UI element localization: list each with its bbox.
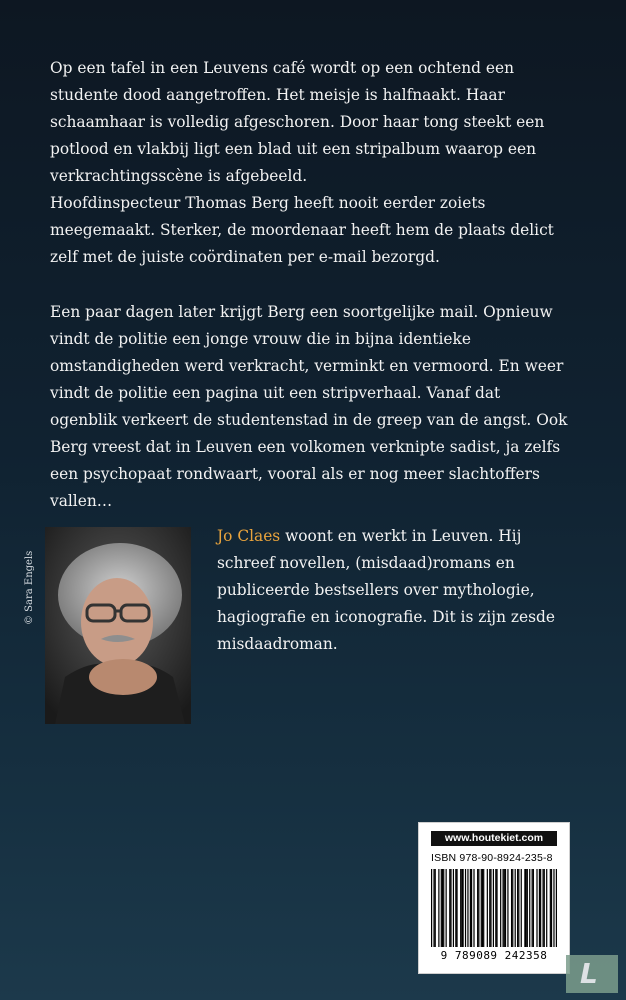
barcode-bar xyxy=(539,869,540,947)
watermark-logo xyxy=(566,955,618,993)
barcode-bar xyxy=(446,869,447,947)
barcode-bar xyxy=(540,869,541,947)
barcode-bar xyxy=(551,869,552,947)
barcode-bar xyxy=(483,869,484,947)
barcode-bar xyxy=(465,869,466,947)
author-photo xyxy=(45,527,191,724)
barcode-bar xyxy=(487,869,488,947)
barcode-bar xyxy=(471,869,472,947)
barcode-bar xyxy=(453,869,454,947)
barcode-bar xyxy=(515,869,516,947)
author-name: Jo Claes xyxy=(217,527,281,545)
barcode-bar xyxy=(477,869,478,947)
blurb-paragraph-2: Hoofdinspecteur Thomas Berg heeft nooit eerder zoiets meegemaakt. Sterker, de moordenaar heeft hem de plaats delict zelf met de juiste coördinaten per e-mail bezorgd. xyxy=(50,194,554,266)
barcode-bars xyxy=(431,869,557,947)
barcode-bar xyxy=(443,869,444,947)
blurb-paragraph-1: Op een tafel in een Leuvens café wordt op een ochtend een studente dood aangetroffen. Het meisje is halfnaakt. Haar schaamhaar is volledig afgeschoren. Door haar tong steekt een potlood en vlakbij ligt een blad uit een stripalbum waarop een verkrachtingsscène is afgebeeld. xyxy=(50,59,545,185)
barcode-bar xyxy=(449,869,450,947)
barcode-bar xyxy=(435,869,436,947)
barcode-bar xyxy=(450,869,451,947)
barcode-bar xyxy=(546,869,547,947)
barcode-bar xyxy=(473,869,474,947)
barcode-bar xyxy=(556,869,557,947)
barcode-bar xyxy=(495,869,496,947)
barcode-bar xyxy=(511,869,512,947)
barcode-bar xyxy=(438,869,439,947)
author-bio xyxy=(217,523,577,658)
barcode-bar xyxy=(500,869,501,947)
barcode-bar xyxy=(460,869,461,947)
barcode-bar xyxy=(532,869,533,947)
barcode-bar xyxy=(553,869,554,947)
barcode-bar xyxy=(529,869,530,947)
barcode-bar xyxy=(455,869,456,947)
barcode-bar xyxy=(524,869,525,947)
barcode-bar xyxy=(550,869,551,947)
barcode-bar xyxy=(536,869,537,947)
barcode-bar xyxy=(502,869,503,947)
barcode-bar xyxy=(518,869,519,947)
barcode-bar xyxy=(470,869,471,947)
barcode-bar xyxy=(496,869,497,947)
barcode-bar xyxy=(463,869,464,947)
barcode-digits: 9 789089 242358 xyxy=(440,949,548,962)
barcode-bar xyxy=(489,869,490,947)
barcode-bar xyxy=(517,869,518,947)
barcode-box xyxy=(418,822,570,974)
barcode-bar xyxy=(482,869,483,947)
barcode-bar xyxy=(456,869,457,947)
barcode-bar xyxy=(542,869,543,947)
blurb-paragraph-3: Een paar dagen later krijgt Berg een soortgelijke mail. Opnieuw vindt de politie een jonge vrouw die in bijna identieke omstandigheden werd verkracht, verminkt en vermoord. En weer vindt de politie een pagina uit een stripverhaal. Vanaf dat ogenblik verkeert de studentenstad in de greep van de angst. Ook Berg vreest dat in Leuven een volkomen verknipte sadist, ja zelfs een psychopaat rondwaart, vooral als er nog meer slachtoffers vallen… xyxy=(50,303,568,510)
barcode-bar xyxy=(512,869,513,947)
barcode-bar xyxy=(433,869,434,947)
barcode-bar xyxy=(442,869,443,947)
barcode-bar xyxy=(431,869,432,947)
barcode-bar xyxy=(461,869,462,947)
author-bio-text: woont en werkt in Leuven. Hij schreef novellen, (misdaad)romans en publiceerde bestsellers over mythologie, hagiografie en iconografie. Dit is zijn zesde misdaadroman. xyxy=(217,527,555,653)
publisher-url: www.houtekiet.com xyxy=(431,831,557,846)
barcode-bar xyxy=(481,869,482,947)
barcode-bar xyxy=(441,869,442,947)
barcode-bar xyxy=(507,869,508,947)
watermark-letter: L xyxy=(580,957,598,990)
barcode-bar xyxy=(533,869,534,947)
photo-credit: © Sara Engels xyxy=(24,550,35,625)
barcode-bar xyxy=(521,869,522,947)
barcode-bar xyxy=(527,869,528,947)
isbn-text: ISBN 978-90-8924-235-8 xyxy=(431,852,553,864)
barcode-bar xyxy=(504,869,505,947)
barcode-bar xyxy=(467,869,468,947)
barcode-bar xyxy=(544,869,545,947)
barcode-bar xyxy=(526,869,527,947)
barcode-bar xyxy=(505,869,506,947)
barcode-bar xyxy=(490,869,491,947)
barcode-bar xyxy=(478,869,479,947)
barcode-bar xyxy=(493,869,494,947)
